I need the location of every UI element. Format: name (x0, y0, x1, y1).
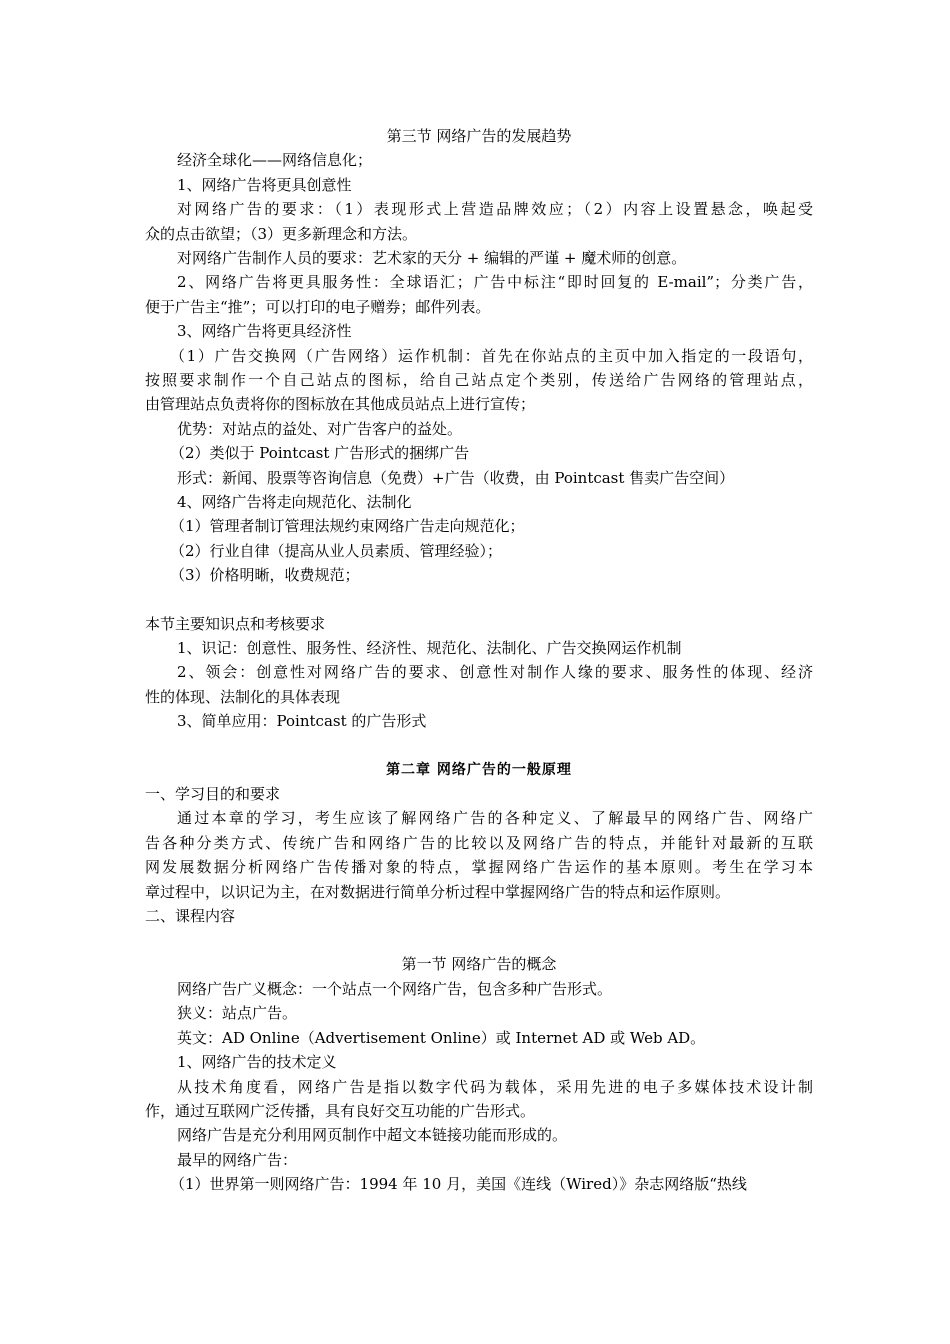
paragraph-line: 经济全球化——网络信息化； (177, 151, 373, 170)
paragraph-line: 从技术角度看，网络广告是指以数字代码为载体，采用先进的电子多媒体技术设计制 (177, 1077, 813, 1096)
paragraph-line: 按照要求制作一个自己站点的图标，给自己站点定个类别，传送给广告网络的管理站点， (145, 371, 813, 390)
paragraph-line: 网发展数据分析网络广告传播对象的特点，掌握网络广告运作的基本原则。考生在学习本 (145, 858, 813, 877)
list-heading: 4、网络广告将走向规范化、法制化 (177, 493, 412, 512)
part-heading: 二、课程内容 (145, 907, 236, 926)
paragraph-line: 最早的网络广告： (177, 1150, 298, 1169)
spacer (145, 588, 813, 612)
paragraph-line: 狭义：站点广告。 (177, 1004, 298, 1023)
section-title: 第一节 网络广告的概念 (401, 955, 557, 974)
paragraph-line: 作，通过互联网广泛传播，具有良好交互功能的广告形式。 (145, 1101, 536, 1120)
chapter-title: 第二章 网络广告的一般原理 (386, 761, 572, 778)
list-item: （1）世界第一则网络广告：1994 年 10 月，美国《连线（Wired）》杂志网络版“热线 (170, 1175, 747, 1194)
spacer (145, 928, 813, 952)
key-points-heading: 本节主要知识点和考核要求 (145, 614, 326, 633)
list-item: （3）价格明晰，收费规范； (170, 566, 360, 585)
paragraph-line: 网络广告广义概念：一个站点一个网络广告，包含多种广告形式。 (177, 979, 613, 998)
paragraph-line: 性的体现、法制化的具体表现 (145, 687, 341, 706)
list-heading: 1、网络广告将更具创意性 (177, 175, 352, 194)
list-item: 1、识记：创意性、服务性、经济性、规范化、法制化、广告交换网运作机制 (177, 639, 682, 658)
list-heading: 3、网络广告将更具经济性 (177, 322, 352, 341)
paragraph-line: 英文：AD Online（Advertisement Online）或 Internet AD 或 Web AD。 (177, 1028, 706, 1047)
paragraph-line: （1）广告交换网（广告网络）运作机制：首先在你站点的主页中加入指定的一段语句， (170, 346, 813, 365)
paragraph-line: 众的点击欲望；（3）更多新理念和方法。 (145, 224, 418, 243)
part-heading: 一、学习目的和要求 (145, 785, 281, 804)
section-title: 第三节 网络广告的发展趋势 (386, 127, 572, 145)
paragraph-line: 告各种分类方式、传统广告和网络广告的比较以及网络广告的特点，并能针对最新的互联 (145, 833, 813, 852)
paragraph-line: 优势：对站点的益处、对广告客户的益处。 (177, 419, 463, 438)
paragraph-line: 通过本章的学习，考生应该了解网络广告的各种定义、了解最早的网络广告、网络广 (177, 809, 813, 828)
list-heading: 1、网络广告的技术定义 (177, 1053, 337, 1072)
list-item: 3、简单应用：Pointcast 的广告形式 (177, 712, 427, 731)
paragraph-line: 由管理站点负责将你的图标放在其他成员站点上进行宣传； (145, 395, 536, 414)
paragraph-line: （2）类似于 Pointcast 广告形式的捆绑广告 (170, 444, 470, 463)
paragraph-line: 网络广告是充分利用网页制作中超文本链接功能而形成的。 (177, 1126, 568, 1145)
list-item: 2、领会：创意性对网络广告的要求、创意性对制作人缘的要求、服务性的体现、经济 (177, 663, 813, 682)
paragraph-line: 对网络广告制作人员的要求：艺术家的天分 + 编辑的严谨 + 魔术师的创意。 (177, 249, 687, 268)
list-item: （1）管理者制订管理法规约束网络广告走向规范化； (170, 517, 525, 536)
paragraph-line: 章过程中，以识记为主，在对数据进行简单分析过程中掌握网络广告的特点和运作原则。 (145, 882, 731, 901)
list-item: （2）行业自律（提高从业人员素质、管理经验）； (170, 541, 503, 560)
paragraph-line: 对网络广告的要求：（1）表现形式上营造品牌效应；（2）内容上设置悬念，唤起受 (177, 200, 813, 219)
paragraph-line: 形式：新闻、股票等咨询信息（免费）+广告（收费，由 Pointcast 售卖广告空间） (177, 468, 735, 487)
spacer (145, 734, 813, 758)
document-body (145, 124, 813, 1197)
list-heading: 2、网络广告将更具服务性：全球语汇；广告中标注“即时回复的 E-mail”；分类广告， (177, 273, 813, 292)
paragraph-line: 便于广告主“推”；可以打印的电子赠券；邮件列表。 (145, 297, 491, 316)
